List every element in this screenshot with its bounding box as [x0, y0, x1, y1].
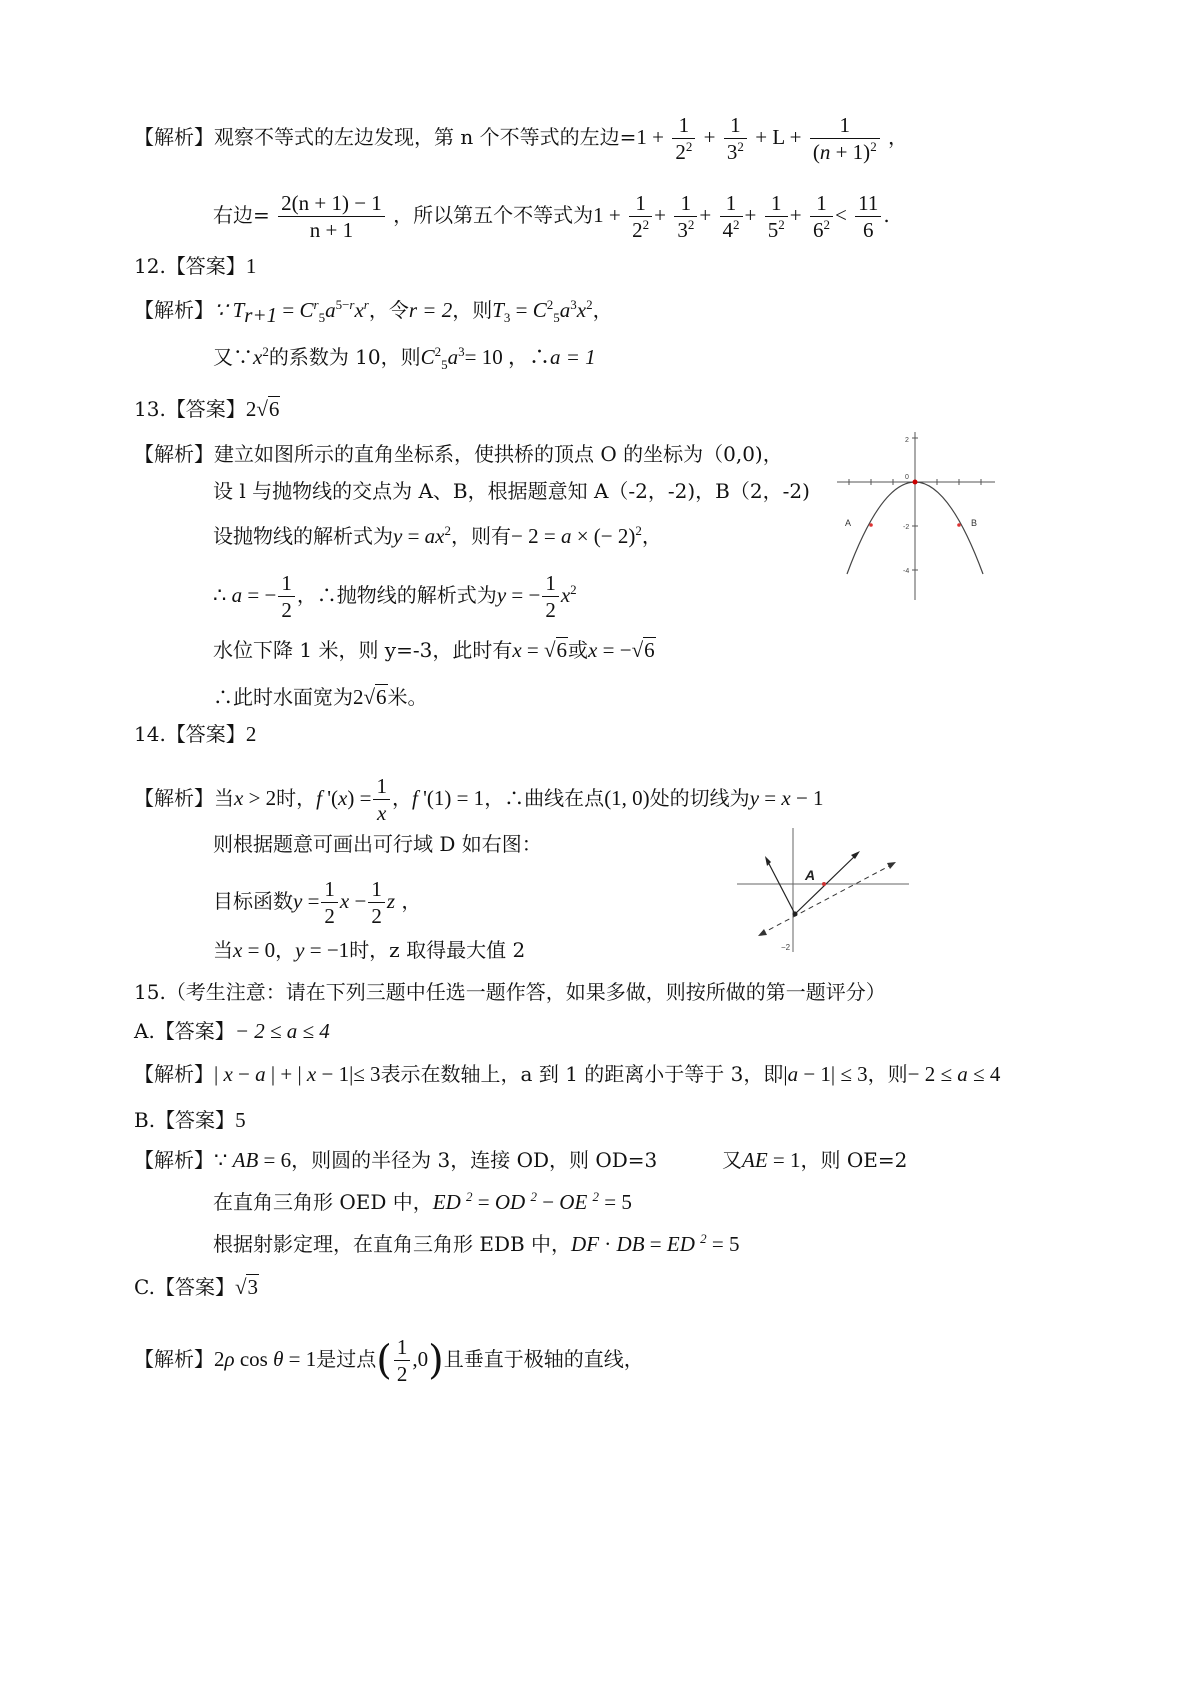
point-a-label: A	[805, 867, 816, 883]
q14-line-2: 则根据题意可画出可行域 D 如右图：	[213, 832, 542, 856]
q11-line-2: 右边= $\frac{2(n + 1) - 1}{n + 1}$ ，所以第五个不等式为1 + $\frac{1}{2^2}$ + $\frac{1}{3^2}$ + $\frac{1}{4^2}$ + $\frac{1}{5^2}$ + $\frac{1}{6^2}$ < $\frac{11}{6}$ .	[213, 191, 890, 242]
parabola-graph	[835, 428, 1000, 603]
q14-answer: 14.【答案】2	[134, 722, 257, 746]
ytick-top: 2	[905, 437, 909, 444]
q15a-answer: A.【答案】− 2 ≤ a ≤ 4	[134, 1019, 330, 1043]
q13-line-3: 设抛物线的解析式为$y = ax^2$，则有− 2 = a × (− 2)$^2$，	[213, 523, 662, 548]
ytick-label: −2	[781, 943, 791, 952]
q15c-line-1: 【解析】2ρ cos θ = 1是过点( $\frac{1}{2}$ ,0)且垂直于极轴的直线，	[134, 1335, 644, 1386]
q14-line-1: 【解析】当x > 2时，f '(x) = $\frac{1}{x}$ ，f '(1) = 1，∴曲线在点(1, 0)处的切线为y = x − 1	[134, 774, 824, 825]
fraction: $\frac{1}{3^2}$	[724, 112, 747, 165]
q15b-line-2: 在直角三角形 OED 中，ED $^2$ = OD $^2$ − OE $^2$ = 5	[213, 1189, 632, 1214]
q15b-line-3: 根据射影定理，在直角三角形 EDB 中，DF · DB = ED $^2$ = 5	[213, 1231, 740, 1256]
q15b-answer: B.【答案】5	[134, 1108, 246, 1132]
ytick-mid: -2	[903, 524, 910, 531]
ytick-bot: -4	[903, 568, 910, 575]
q15b-line-1: 【解析】∵ AB = 6，则圆的半径为 3，连接 OD，则 OD=3	[134, 1148, 658, 1172]
point-a-label: A	[845, 518, 852, 528]
q13-answer: 13.【答案】2√6	[134, 397, 280, 421]
q13-line-1: 【解析】建立如图所示的直角坐标系，使拱桥的顶点 O 的坐标为（0,0)，	[134, 442, 783, 466]
fraction: $\frac{2(n + 1) - 1}{n + 1}$	[278, 190, 385, 243]
q15c-answer: C.【答案】√3	[134, 1275, 258, 1299]
q13-line-4: ∴ a = − $\frac{1}{2}$ ，∴抛物线的解析式为y = − $\frac{1}{2}$ $x^2$	[213, 571, 577, 622]
point-b-label: B	[971, 518, 978, 528]
fraction: $\frac{1}{2^2}$	[672, 112, 695, 165]
q13-line-2: 设 l 与抛物线的交点为 A、B，根据题意知 A（-2，-2)，B（2，-2)	[213, 479, 810, 503]
origin-label: 0	[905, 474, 909, 481]
q13-line-5: 水位下降 1 米，则 y=-3，此时有x = √6或x = −√6	[213, 638, 655, 662]
q15a-line-1: 【解析】| x − a | + | x − 1|≤ 3表示在数轴上，a 到 1 的距离小于等于 3，即|a − 1| ≤ 3，则− 2 ≤ a ≤ 4	[134, 1062, 1001, 1086]
q12-line-2: 又$\because x^2$的系数为 10，则$C^2_5a^3= 10$ ，∴a = 1	[213, 344, 596, 373]
q11-text: 观察不等式的左边发现，第 n 个不等式的左边=	[214, 125, 637, 149]
q14-line-4: 当x = 0，y = −1时，z 取得最大值 2	[213, 938, 526, 962]
q14-line-3: 目标函数y = $\frac{1}{2}$ x − $\frac{1}{2}$ z ，	[213, 877, 422, 928]
q12-line-1: 【解析】∵ $T_{r+1} = C^r_5a^{5-r}x^r$，令r = 2，则$T_3 = C^2_5a^3x^2$，	[134, 297, 613, 327]
feasible-region-graph	[733, 822, 913, 957]
q15-header: 15.（考生注意：请在下列三题中任选一题作答，如果多做，则按所做的第一题评分）	[134, 980, 886, 1004]
q12-answer: 12.【答案】1	[134, 254, 257, 278]
q11-line-1: 【解析】观察不等式的左边发现，第 n 个不等式的左边=1 + $\frac{1}{2^2}$ + $\frac{1}{3^2}$ + L + $\frac{1}{(n + 1)^2}$ ，	[134, 113, 909, 164]
fraction: $\frac{1}{(n + 1)^2}$	[810, 112, 880, 165]
q13-line-6: ∴此时水面宽为2√6米。	[213, 685, 428, 709]
analysis-tag: 【解析】	[134, 125, 214, 149]
q15b-line-1b: 又AE = 1，则 OE=2	[722, 1148, 908, 1172]
